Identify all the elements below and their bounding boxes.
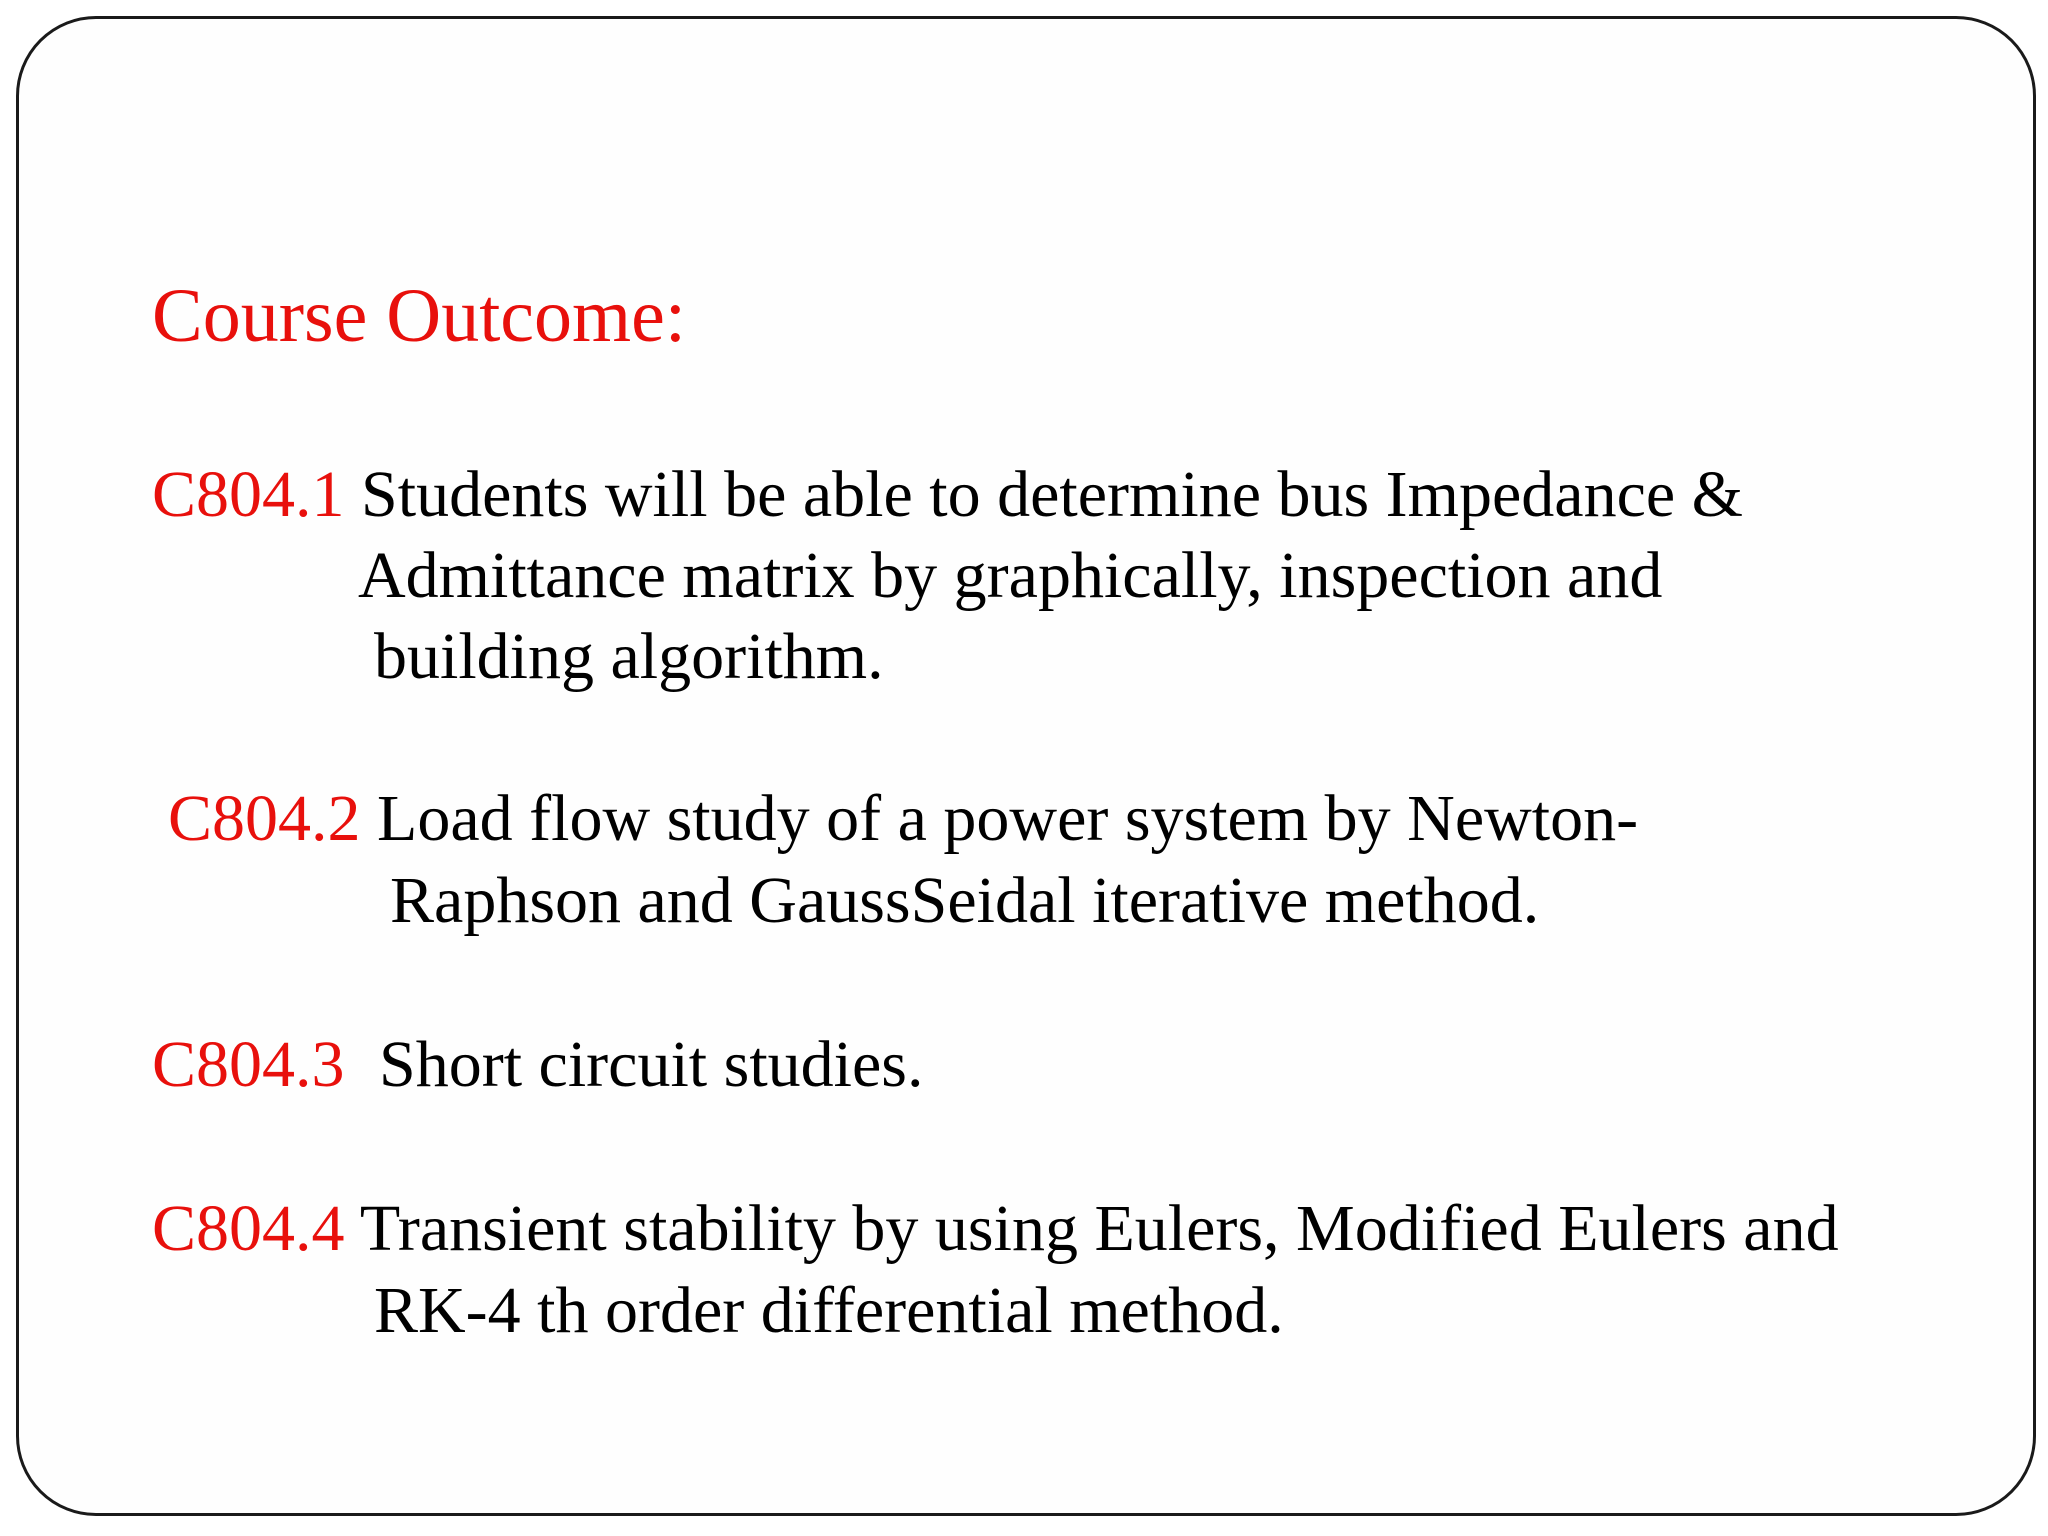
outcome-c804-1-line-3: building algorithm. [374,620,884,693]
outcome-c804-2-line-2: Raphson and GaussSeidal iterative method. [390,864,1540,937]
outcome-c804-2-line-1 [168,782,1639,855]
outcome-text: Load flow study of a power system by Newton- [377,782,1639,855]
outcome-c804-4-line-1 [152,1192,1839,1265]
slide-title: Course Outcome: [152,274,687,358]
outcome-code: C804.4 [152,1192,345,1265]
outcome-c804-4-line-2: RK-4 th order differential method. [374,1274,1284,1347]
outcome-text: Transient stability by using Eulers, Modified Eulers and [359,1192,1839,1265]
outcome-text: Short circuit studies. [379,1028,924,1101]
outcome-c804-1-line-2: Admittance matrix by graphically, inspection and [358,539,1663,612]
outcome-code: C804.3 [152,1028,345,1101]
outcome-code: C804.2 [168,782,361,855]
outcome-c804-1-line-1 [152,458,1744,531]
outcome-code: C804.1 [152,458,345,531]
outcome-text: Students will be able to determine bus Impedance & [361,458,1744,531]
outcome-c804-3-line-1 [152,1028,924,1101]
